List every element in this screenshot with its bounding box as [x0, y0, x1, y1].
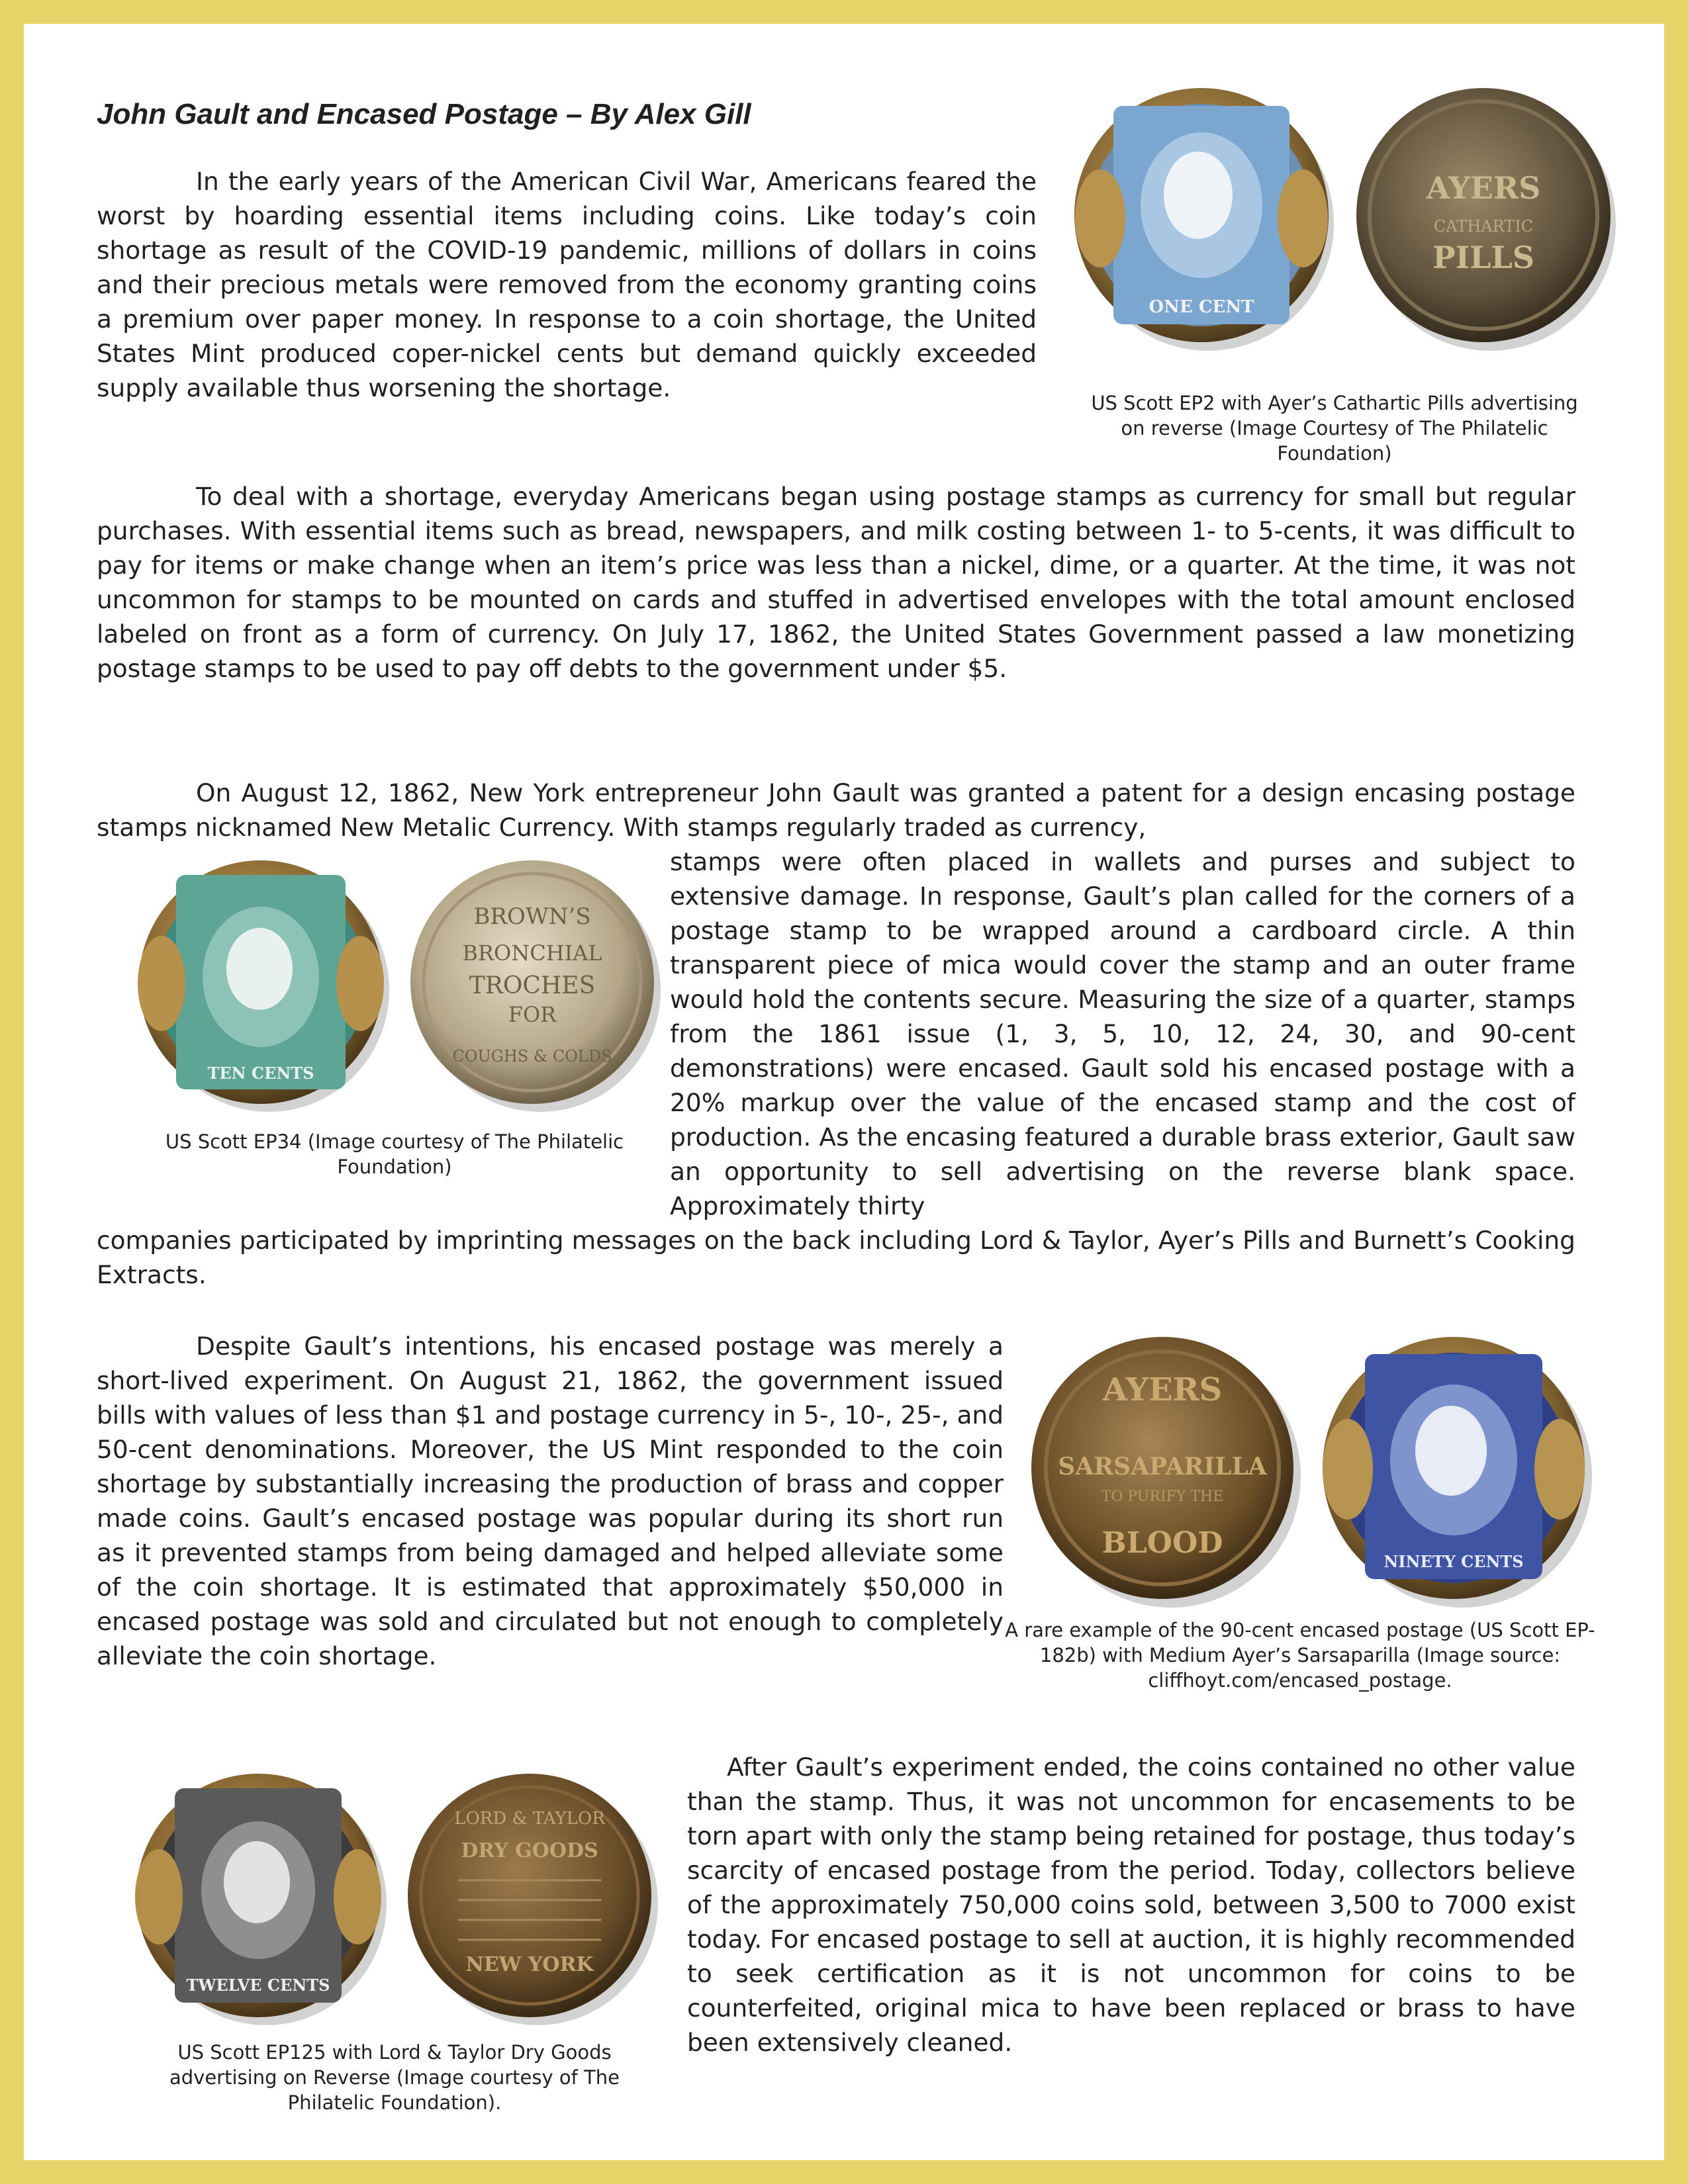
paragraph-1: In the early years of the American Civil War, Americans feared the worst by hoarding essential items including coins. Like today’s coin shortage as result of the COVID-19 pandemic, millions of dollars in coins and their precious metals were removed from the economy granting coins a premium over paper money. In response to a coin shortage, the United States Mint produced coper-nickel cents but demand quickly exceeded supply available thus worsening the shortage.: [97, 167, 1037, 402]
coin-ep34-obverse-image: [130, 851, 395, 1116]
ep182b-reverse-line-3: TO PURIFY THE: [1101, 1488, 1224, 1505]
figure-ep182b: [1002, 1321, 1631, 1692]
caption-ep125: US Scott EP125 with Lord & Taylor Dry Goods advertising on Reverse (Image courtesy of The Philatelic Foundation).: [169, 2041, 620, 2114]
coin-ep182b-obverse-image: [1313, 1328, 1598, 1612]
coin-ep125-reverse-image: [399, 1764, 663, 2029]
figure-ep2: [1030, 79, 1626, 465]
coin-ep2-obverse-image: [1066, 79, 1344, 357]
ep34-reverse-line-3: TROCHES: [469, 972, 596, 999]
ep182b-stamp-text: NINETY CENTS: [1383, 1552, 1524, 1571]
ep182b-reverse-line-4: BLOOD: [1102, 1526, 1223, 1560]
caption-ep34: US Scott EP34 (Image courtesy of The Philatelic Foundation): [165, 1130, 624, 1178]
article-title: John Gault and Encased Postage – By Alex Gill: [97, 98, 751, 130]
ep34-reverse-line-4: FOR: [508, 1002, 557, 1027]
caption-ep182b: A rare example of the 90-cent encased postage (US Scott EP-182b) with Medium Ayer’s Sarsaparilla (Image source: cliffhoyt.com/encased_postage.: [1005, 1619, 1595, 1692]
figure-ep34: [130, 851, 659, 1195]
coin-ep182b-reverse-image: [1022, 1328, 1307, 1612]
coin-ep2-reverse-image: [1348, 79, 1626, 357]
paragraph-3-intro: On August 12, 1862, New York entrepreneur John Gault was granted a patent for a design encasing postage stamps nicknamed New Metalic Currency. With stamps regularly traded as currency,: [97, 778, 1575, 842]
ep125-reverse-line-3: NEW YORK: [465, 1953, 594, 1976]
ep2-stamp-text: ONE CENT: [1149, 297, 1254, 317]
ep34-reverse-line-1: BROWN’S: [473, 903, 591, 930]
ep182b-reverse-line-2: SARSAPARILLA: [1058, 1453, 1267, 1480]
coin-ep34-reverse-image: [401, 851, 666, 1116]
ep2-reverse-line-1: AYERS: [1426, 170, 1541, 206]
figure-ep125: [123, 1764, 666, 2114]
ep2-reverse-line-3: PILLS: [1432, 240, 1535, 275]
ep34-reverse-line-5: COUGHS & COLDS: [452, 1047, 612, 1066]
ep34-stamp-text: TEN CENTS: [207, 1064, 314, 1083]
paragraph-2: To deal with a shortage, everyday Americans began using postage stamps as currency for small but regular purchases. With essential items such as bread, newspapers, and milk costing between 1- to 5-cents, it was difficult to pay for items or make change when an item’s price was less than a nickel, dime, or a quarter. At the time, it was not uncommon for stamps to be mounted on cards and stuffed in advertised envelopes with the total amount enclosed labeled on front as a form of currency. On July 17, 1862, the United States Government passed a law monetizing postage stamps to be used to pay off debts to the government under $5.: [97, 482, 1575, 683]
ep125-reverse-line-2: DRY GOODS: [461, 1839, 598, 1862]
ep125-reverse-line-1: LORD & TAYLOR: [454, 1809, 605, 1829]
paragraph-4: Despite Gault’s intentions, his encased postage was merely a short-lived experiment. On August 21, 1862, the government issued bills with values of less than $1 and postage currency in 5-, 10-, 25-, and 50-cent denominations. Moreover, the US Mint responded to the coin shortage by substantially increasing the production of brass and copper made coins. Gault’s encased postage was popular during its short run as it prevented stamps from being damaged and helped alleviate some of the coin shortage. It is estimated that approximately $50,000 in encased postage was sold and circulated but not enough to completely alleviate the coin shortage.: [97, 1332, 1004, 1670]
coin-ep125-obverse-image: [127, 1764, 392, 2029]
paragraph-5: After Gault’s experiment ended, the coins contained no other value than the stamp. Thus, it was not uncommon for encasements to be torn apart with only the stamp being retained for postage, thus today’s scarcity of encased postage from the period. Today, collectors believe of the approximately 750,000 coins sold, between 3,500 to 7000 exist today. For encased postage to sell at auction, it is highly recommended to seek certification as it is not uncommon for coins to be counterfeited, original mica to have been replaced or brass to have been extensively cleaned.: [687, 1752, 1575, 2057]
page: [24, 24, 1664, 2160]
ep34-reverse-line-2: BRONCHIAL: [462, 940, 602, 966]
ep2-reverse-line-2: CATHARTIC: [1433, 217, 1534, 236]
paragraph-3-body: stamps were often placed in wallets and purses and subject to extensive damage. In response, Gault’s plan called for the corners of a postage stamp to be wrapped around a cardboard circle. A thin transparent piece of mica would cover the stamp and an outer frame would hold the contents secure. Measuring the size of a quarter, stamps from the 1861 issue (1, 3, 5, 10, 12, 24, 30, and 90-cent demonstrations) were encased. Gault sold his encased postage with a 20% markup over the value of the encased stamp and the cost of production. As the encasing featured a durable brass exterior, Gault saw an opportunity to sell advertising on the reverse blank space. Approximately thirty: [670, 847, 1575, 1220]
ep125-stamp-text: TWELVE CENTS: [186, 1976, 330, 1995]
paragraph-3-end: companies participated by imprinting messages on the back including Lord & Taylor, Ayer’s Pills and Burnett’s Cooking Extracts.: [97, 1226, 1575, 1289]
caption-ep2: US Scott EP2 with Ayer’s Cathartic Pills advertising on reverse (Image Courtesy of The Philatelic Foundation): [1091, 392, 1578, 465]
ep182b-reverse-line-1: AYERS: [1102, 1371, 1223, 1408]
